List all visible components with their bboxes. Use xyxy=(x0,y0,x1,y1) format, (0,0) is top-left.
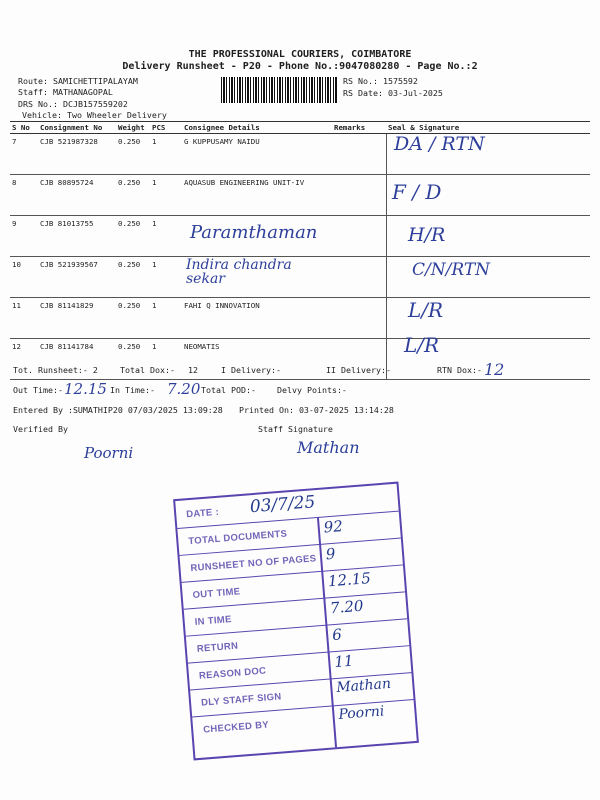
col-remarks: Remarks xyxy=(332,122,386,134)
stamp-value: 7.20 xyxy=(329,596,365,618)
in-time-label: In Time:- xyxy=(110,385,155,395)
table-header-row xyxy=(10,122,590,134)
cell-pcs: 1 xyxy=(150,257,182,298)
cell-pcs: 1 xyxy=(150,134,182,175)
stamp-value: Poorni xyxy=(337,703,385,723)
col-seal: Seal & Signature xyxy=(386,122,590,134)
tot-runsheet: Tot. Runsheet:- 2 xyxy=(13,365,98,375)
entered-by: Entered By :SUMATHIP20 07/03/2025 13:09:28 xyxy=(13,405,223,415)
seal-handwriting: F / D xyxy=(392,180,442,204)
cell-consignment: CJB 81141784 xyxy=(38,339,116,380)
cell-consignee: AQUASUB ENGINEERING UNIT-IV xyxy=(182,175,332,216)
stamp-label: OUT TIME xyxy=(192,586,241,602)
consignment-table xyxy=(10,121,590,380)
stamp-label: TOTAL DOCUMENTS xyxy=(188,528,288,548)
cell-consignee: FAHI Q INNOVATION xyxy=(182,298,332,339)
seal-handwriting: L/R xyxy=(408,298,444,322)
route: Route: SAMICHETTIPALAYAM xyxy=(18,76,138,86)
cell-weight: 0.250 xyxy=(116,216,150,257)
col-pcs: PCS xyxy=(150,122,182,134)
stamp-value: 12.15 xyxy=(327,569,372,591)
cell-sno: 8 xyxy=(10,175,38,216)
cell-consignment: CJB 80895724 xyxy=(38,175,116,216)
cell-weight: 0.250 xyxy=(116,175,150,216)
total-pod: Total POD:- xyxy=(201,385,256,395)
cell-consignee: G KUPPUSAMY NAIDU xyxy=(182,134,332,175)
stamp-label: RUNSHEET NO OF PAGES xyxy=(190,553,317,575)
cell-weight: 0.250 xyxy=(116,339,150,380)
stamp-label: DLY STAFF SIGN xyxy=(200,691,282,709)
cell-sno: 10 xyxy=(10,257,38,298)
rtn-dox: RTN Dox:- xyxy=(437,365,482,375)
rs-no: RS No.: 1575592 xyxy=(343,76,418,86)
barcode xyxy=(221,77,337,103)
seal-handwriting: C/N/RTN xyxy=(412,260,491,280)
ii-delivery: II Delivery:- xyxy=(326,365,391,375)
cell-pcs: 1 xyxy=(150,216,182,257)
cell-remarks xyxy=(332,216,386,257)
stamp-value: 9 xyxy=(325,544,337,564)
cell-pcs: 1 xyxy=(150,339,182,380)
cell-weight: 0.250 xyxy=(116,298,150,339)
rtn-dox-value: 12 xyxy=(484,360,505,379)
stamp-label: DATE : xyxy=(185,506,220,521)
cell-remarks xyxy=(332,175,386,216)
i-delivery: I Delivery:- xyxy=(221,365,281,375)
seal-handwriting: H/R xyxy=(408,224,446,246)
cell-consignment: CJB 81141829 xyxy=(38,298,116,339)
cell-remarks xyxy=(332,298,386,339)
cell-consignment: CJB 521987328 xyxy=(38,134,116,175)
staff: Staff: MATHANAGOPAL xyxy=(18,87,113,97)
in-time-value: 7.20 xyxy=(167,380,201,398)
seal-handwriting: L/R xyxy=(404,333,440,357)
cell-consignment: CJB 521939567 xyxy=(38,257,116,298)
stamp-value: 92 xyxy=(323,517,344,537)
cell-consignment: CJB 81013755 xyxy=(38,216,116,257)
delvy-points: Delvy Points:- xyxy=(277,385,347,395)
vehicle: Vehicle: Two Wheeler Delivery xyxy=(22,110,167,120)
col-consignee: Consignee Details xyxy=(182,122,332,134)
total-dox-value: 12 xyxy=(188,365,198,375)
delivery-stamp xyxy=(173,482,419,761)
stamp-value: 11 xyxy=(333,651,355,672)
table-row xyxy=(10,175,590,216)
col-consignment: Consignment No xyxy=(38,122,116,134)
verified-by-label: Verified By xyxy=(13,424,68,434)
cell-pcs: 1 xyxy=(150,298,182,339)
cell-remarks xyxy=(332,134,386,175)
consignee-handwriting: Paramthaman xyxy=(190,222,318,243)
runsheet-subtitle: Delivery Runsheet - P20 - Phone No.:9047080280 - Page No.:2 xyxy=(122,61,478,72)
table-row xyxy=(10,298,590,339)
cell-weight: 0.250 xyxy=(116,134,150,175)
verified-signature: Poorni xyxy=(84,444,134,462)
stamp-label: CHECKED BY xyxy=(202,719,270,736)
staff-signature-label: Staff Signature xyxy=(258,424,333,434)
stamp-label: RETURN xyxy=(196,640,239,655)
col-sno: S No xyxy=(10,122,38,134)
table-row xyxy=(10,134,590,175)
stamp-label: REASON DOC xyxy=(198,665,267,682)
company-title: THE PROFESSIONAL COURIERS, COIMBATORE xyxy=(188,49,412,60)
cell-pcs: 1 xyxy=(150,175,182,216)
staff-signature: Mathan xyxy=(297,438,360,457)
drs-no: DRS No.: DCJB157559202 xyxy=(18,99,128,109)
cell-weight: 0.250 xyxy=(116,257,150,298)
total-dox-label: Total Dox:- xyxy=(120,365,175,375)
col-weight: Weight xyxy=(116,122,150,134)
stamp-value: Mathan xyxy=(335,675,392,697)
out-time-label: Out Time:- xyxy=(13,385,63,395)
cell-sno: 9 xyxy=(10,216,38,257)
stamp-label: IN TIME xyxy=(194,614,233,628)
cell-consignee: NEOMATIS xyxy=(182,339,332,380)
cell-sno: 7 xyxy=(10,134,38,175)
consignee-handwriting: Indira chandra sekar xyxy=(186,257,292,287)
seal-handwriting: DA / RTN xyxy=(394,133,485,155)
rs-date: RS Date: 03-Jul-2025 xyxy=(343,88,443,98)
stamp-value: 03/7/25 xyxy=(249,492,317,518)
printed-on: Printed On: 03-07-2025 13:14:28 xyxy=(239,405,394,415)
out-time-value: 12.15 xyxy=(64,380,107,398)
cell-remarks xyxy=(332,257,386,298)
stamp-value: 6 xyxy=(331,625,343,645)
cell-sno: 11 xyxy=(10,298,38,339)
cell-sno: 12 xyxy=(10,339,38,380)
